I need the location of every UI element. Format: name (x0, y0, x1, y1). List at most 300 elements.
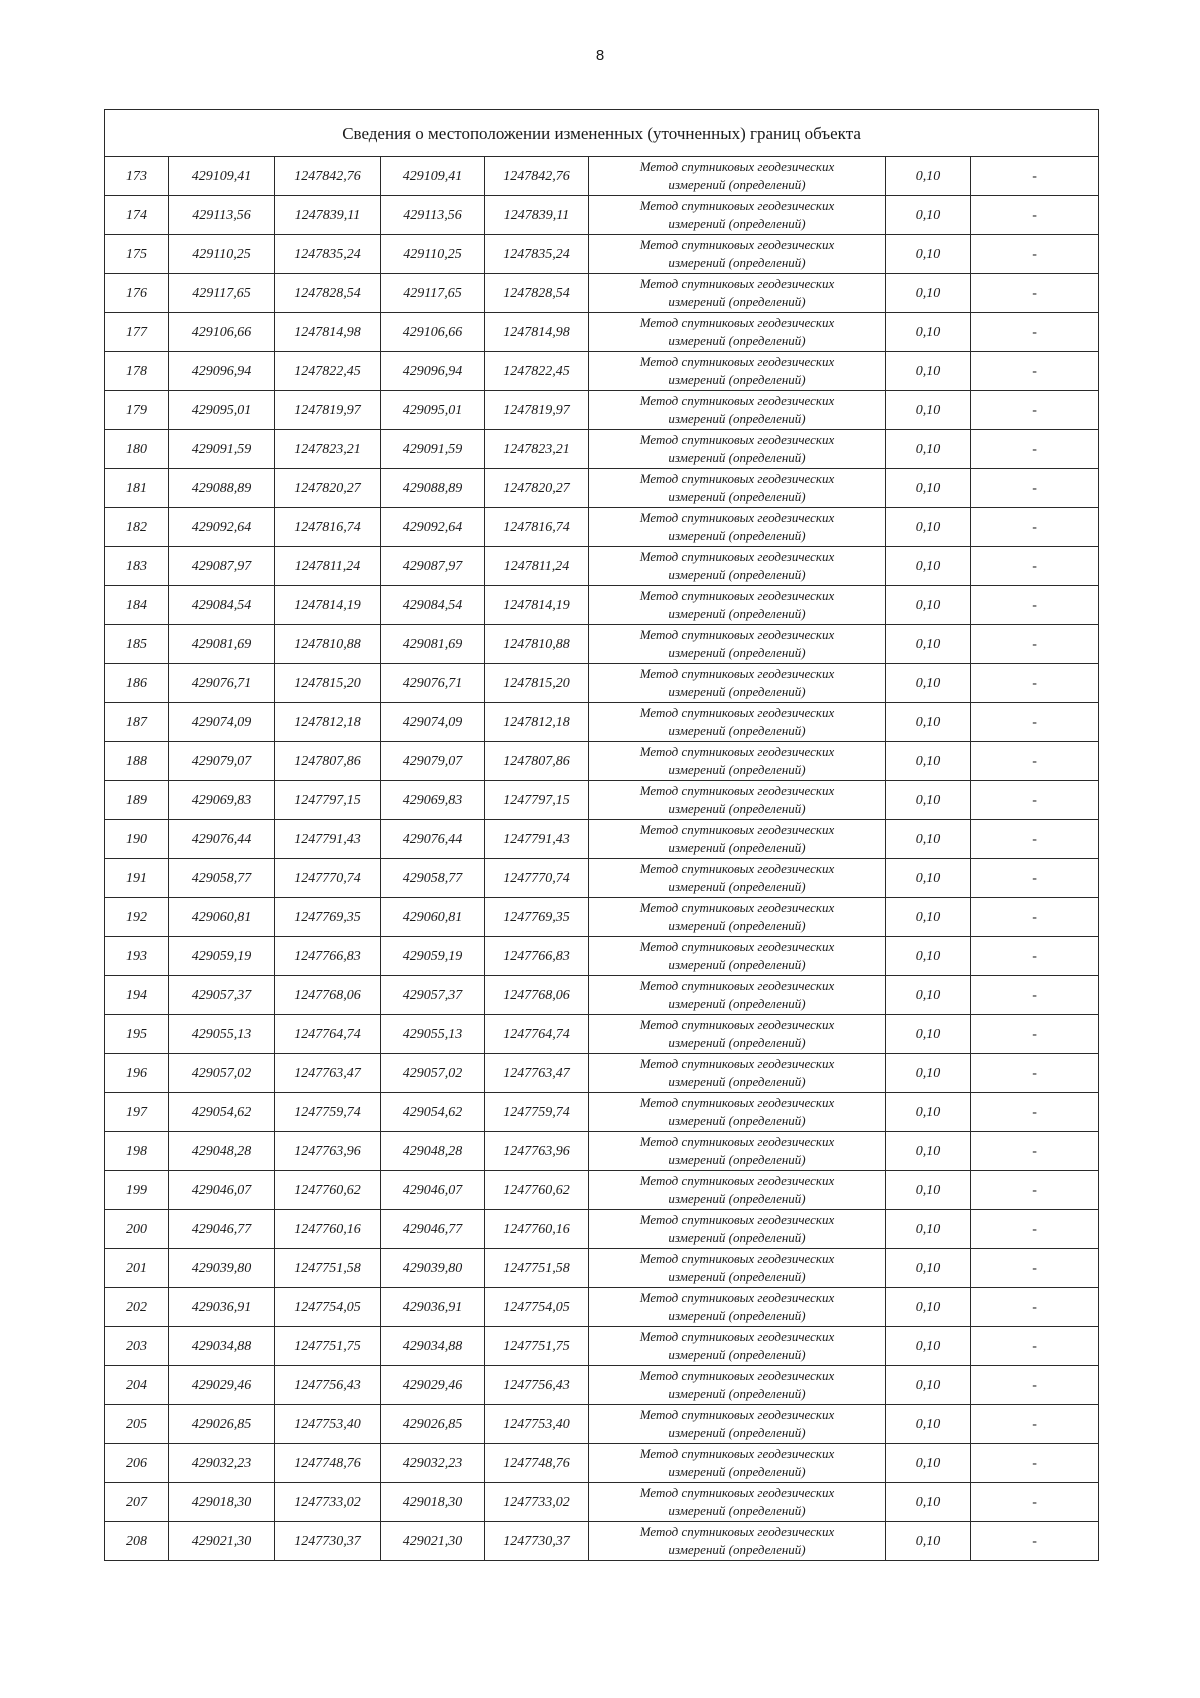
method-line-1: Метод спутниковых геодезических (639, 705, 835, 720)
accuracy-cell: 0,10 (886, 547, 971, 586)
x-existing-cell: 429081,69 (169, 625, 275, 664)
method-line-2: измерений (определений) (668, 216, 806, 231)
x-new-cell: 429034,88 (381, 1327, 485, 1366)
y-new-cell: 1247753,40 (485, 1405, 589, 1444)
y-existing-cell: 1247797,15 (275, 781, 381, 820)
point-number-cell: 181 (105, 469, 169, 508)
method-line-1: Метод спутниковых геодезических (639, 900, 835, 915)
y-existing-cell: 1247814,19 (275, 586, 381, 625)
x-new-cell: 429092,64 (381, 508, 485, 547)
y-new-cell: 1247760,16 (485, 1210, 589, 1249)
y-existing-cell: 1247842,76 (275, 157, 381, 196)
table-row (105, 352, 1099, 391)
description-cell: - (971, 1171, 1099, 1210)
y-existing-cell: 1247763,47 (275, 1054, 381, 1093)
method-cell (589, 1366, 886, 1405)
method-line-1: Метод спутниковых геодезических (639, 1173, 835, 1188)
table-row (105, 274, 1099, 313)
accuracy-cell: 0,10 (886, 196, 971, 235)
point-number-cell: 174 (105, 196, 169, 235)
point-number-cell: 182 (105, 508, 169, 547)
y-existing-cell: 1247819,97 (275, 391, 381, 430)
method-cell (589, 1522, 886, 1561)
y-existing-cell: 1247759,74 (275, 1093, 381, 1132)
point-number-cell: 190 (105, 820, 169, 859)
method-line-1: Метод спутниковых геодезических (639, 1407, 835, 1422)
x-new-cell: 429091,59 (381, 430, 485, 469)
x-new-cell: 429081,69 (381, 625, 485, 664)
y-new-cell: 1247814,98 (485, 313, 589, 352)
method-line-1: Метод спутниковых геодезических (639, 549, 835, 564)
description-cell: - (971, 703, 1099, 742)
x-existing-cell: 429021,30 (169, 1522, 275, 1561)
method-line-2: измерений (определений) (668, 411, 806, 426)
y-existing-cell: 1247748,76 (275, 1444, 381, 1483)
table-row (105, 898, 1099, 937)
x-existing-cell: 429095,01 (169, 391, 275, 430)
x-existing-cell: 429058,77 (169, 859, 275, 898)
y-new-cell: 1247769,35 (485, 898, 589, 937)
method-cell (589, 859, 886, 898)
method-line-1: Метод спутниковых геодезических (639, 1017, 835, 1032)
point-number-cell: 197 (105, 1093, 169, 1132)
point-number-cell: 186 (105, 664, 169, 703)
y-new-cell: 1247791,43 (485, 820, 589, 859)
x-existing-cell: 429079,07 (169, 742, 275, 781)
point-number-cell: 176 (105, 274, 169, 313)
method-cell (589, 352, 886, 391)
boundary-coordinates-table (104, 109, 1099, 1561)
method-cell (589, 781, 886, 820)
method-cell (589, 1015, 886, 1054)
method-line-1: Метод спутниковых геодезических (639, 1368, 835, 1383)
x-existing-cell: 429032,23 (169, 1444, 275, 1483)
x-new-cell: 429088,89 (381, 469, 485, 508)
point-number-cell: 207 (105, 1483, 169, 1522)
y-existing-cell: 1247828,54 (275, 274, 381, 313)
method-cell (589, 391, 886, 430)
table-row (105, 430, 1099, 469)
method-cell (589, 586, 886, 625)
method-line-1: Метод спутниковых геодезических (639, 666, 835, 681)
point-number-cell: 175 (105, 235, 169, 274)
accuracy-cell: 0,10 (886, 859, 971, 898)
table-row (105, 1405, 1099, 1444)
y-new-cell: 1247748,76 (485, 1444, 589, 1483)
x-existing-cell: 429039,80 (169, 1249, 275, 1288)
table-row (105, 469, 1099, 508)
x-new-cell: 429054,62 (381, 1093, 485, 1132)
method-line-2: измерений (определений) (668, 645, 806, 660)
table-row (105, 1366, 1099, 1405)
x-new-cell: 429032,23 (381, 1444, 485, 1483)
method-line-1: Метод спутниковых геодезических (639, 393, 835, 408)
x-existing-cell: 429106,66 (169, 313, 275, 352)
page-number: 8 (595, 47, 605, 64)
description-cell: - (971, 1522, 1099, 1561)
x-new-cell: 429106,66 (381, 313, 485, 352)
x-new-cell: 429026,85 (381, 1405, 485, 1444)
y-new-cell: 1247763,96 (485, 1132, 589, 1171)
y-existing-cell: 1247811,24 (275, 547, 381, 586)
method-cell (589, 742, 886, 781)
y-existing-cell: 1247733,02 (275, 1483, 381, 1522)
y-existing-cell: 1247823,21 (275, 430, 381, 469)
y-existing-cell: 1247754,05 (275, 1288, 381, 1327)
method-line-1: Метод спутниковых геодезических (639, 978, 835, 993)
y-new-cell: 1247751,58 (485, 1249, 589, 1288)
description-cell: - (971, 508, 1099, 547)
y-new-cell: 1247820,27 (485, 469, 589, 508)
point-number-cell: 199 (105, 1171, 169, 1210)
method-line-2: измерений (определений) (668, 333, 806, 348)
method-line-2: измерений (определений) (668, 1074, 806, 1089)
point-number-cell: 178 (105, 352, 169, 391)
y-existing-cell: 1247760,16 (275, 1210, 381, 1249)
y-existing-cell: 1247751,58 (275, 1249, 381, 1288)
method-line-1: Метод спутниковых геодезических (639, 198, 835, 213)
table-row (105, 1054, 1099, 1093)
description-cell: - (971, 664, 1099, 703)
accuracy-cell: 0,10 (886, 1054, 971, 1093)
table-row (105, 1249, 1099, 1288)
y-existing-cell: 1247760,62 (275, 1171, 381, 1210)
description-cell: - (971, 898, 1099, 937)
x-new-cell: 429109,41 (381, 157, 485, 196)
y-existing-cell: 1247839,11 (275, 196, 381, 235)
table-row (105, 1522, 1099, 1561)
description-cell: - (971, 742, 1099, 781)
x-existing-cell: 429088,89 (169, 469, 275, 508)
method-line-2: измерений (определений) (668, 1464, 806, 1479)
table-row (105, 859, 1099, 898)
method-cell (589, 235, 886, 274)
method-cell (589, 547, 886, 586)
method-cell (589, 1483, 886, 1522)
table-row (105, 937, 1099, 976)
method-cell (589, 1054, 886, 1093)
point-number-cell: 191 (105, 859, 169, 898)
method-cell (589, 937, 886, 976)
accuracy-cell: 0,10 (886, 820, 971, 859)
description-cell: - (971, 1132, 1099, 1171)
x-existing-cell: 429110,25 (169, 235, 275, 274)
description-cell: - (971, 352, 1099, 391)
point-number-cell: 195 (105, 1015, 169, 1054)
method-line-1: Метод спутниковых геодезических (639, 1212, 835, 1227)
x-new-cell: 429076,44 (381, 820, 485, 859)
table-title: Сведения о местоположении измененных (уточненных) границ объекта (105, 110, 1099, 157)
method-cell (589, 1093, 886, 1132)
method-line-2: измерений (определений) (668, 1113, 806, 1128)
x-new-cell: 429058,77 (381, 859, 485, 898)
point-number-cell: 203 (105, 1327, 169, 1366)
x-new-cell: 429110,25 (381, 235, 485, 274)
x-existing-cell: 429117,65 (169, 274, 275, 313)
point-number-cell: 187 (105, 703, 169, 742)
x-new-cell: 429039,80 (381, 1249, 485, 1288)
y-new-cell: 1247754,05 (485, 1288, 589, 1327)
method-line-2: измерений (определений) (668, 1503, 806, 1518)
x-existing-cell: 429046,07 (169, 1171, 275, 1210)
method-line-2: измерений (определений) (668, 918, 806, 933)
method-line-2: измерений (определений) (668, 528, 806, 543)
method-line-1: Метод спутниковых геодезических (639, 1446, 835, 1461)
x-existing-cell: 429046,77 (169, 1210, 275, 1249)
x-new-cell: 429057,37 (381, 976, 485, 1015)
y-new-cell: 1247814,19 (485, 586, 589, 625)
accuracy-cell: 0,10 (886, 625, 971, 664)
point-number-cell: 202 (105, 1288, 169, 1327)
x-new-cell: 429079,07 (381, 742, 485, 781)
accuracy-cell: 0,10 (886, 352, 971, 391)
y-new-cell: 1247835,24 (485, 235, 589, 274)
x-new-cell: 429018,30 (381, 1483, 485, 1522)
x-existing-cell: 429055,13 (169, 1015, 275, 1054)
method-line-1: Метод спутниковых геодезических (639, 783, 835, 798)
method-line-1: Метод спутниковых геодезических (639, 588, 835, 603)
method-line-1: Метод спутниковых геодезических (639, 315, 835, 330)
accuracy-cell: 0,10 (886, 1366, 971, 1405)
accuracy-cell: 0,10 (886, 742, 971, 781)
y-existing-cell: 1247816,74 (275, 508, 381, 547)
method-line-1: Метод спутниковых геодезических (639, 1485, 835, 1500)
x-new-cell: 429057,02 (381, 1054, 485, 1093)
method-line-2: измерений (определений) (668, 996, 806, 1011)
point-number-cell: 192 (105, 898, 169, 937)
y-existing-cell: 1247766,83 (275, 937, 381, 976)
accuracy-cell: 0,10 (886, 586, 971, 625)
y-new-cell: 1247763,47 (485, 1054, 589, 1093)
method-line-1: Метод спутниковых геодезических (639, 1056, 835, 1071)
method-line-2: измерений (определений) (668, 762, 806, 777)
accuracy-cell: 0,10 (886, 1327, 971, 1366)
point-number-cell: 196 (105, 1054, 169, 1093)
method-line-1: Метод спутниковых геодезических (639, 627, 835, 642)
point-number-cell: 180 (105, 430, 169, 469)
y-existing-cell: 1247810,88 (275, 625, 381, 664)
table-row (105, 1210, 1099, 1249)
method-cell (589, 1444, 886, 1483)
table-row (105, 820, 1099, 859)
method-cell (589, 469, 886, 508)
method-line-2: измерений (определений) (668, 450, 806, 465)
method-line-2: измерений (определений) (668, 1542, 806, 1557)
x-existing-cell: 429096,94 (169, 352, 275, 391)
y-new-cell: 1247733,02 (485, 1483, 589, 1522)
y-new-cell: 1247842,76 (485, 157, 589, 196)
x-new-cell: 429046,07 (381, 1171, 485, 1210)
accuracy-cell: 0,10 (886, 313, 971, 352)
description-cell: - (971, 196, 1099, 235)
y-existing-cell: 1247764,74 (275, 1015, 381, 1054)
accuracy-cell: 0,10 (886, 1522, 971, 1561)
y-existing-cell: 1247763,96 (275, 1132, 381, 1171)
description-cell: - (971, 1483, 1099, 1522)
table-row (105, 664, 1099, 703)
accuracy-cell: 0,10 (886, 391, 971, 430)
y-existing-cell: 1247814,98 (275, 313, 381, 352)
table-row (105, 703, 1099, 742)
table-row (105, 781, 1099, 820)
description-cell: - (971, 781, 1099, 820)
method-cell (589, 157, 886, 196)
x-new-cell: 429074,09 (381, 703, 485, 742)
method-cell (589, 664, 886, 703)
description-cell: - (971, 1249, 1099, 1288)
y-existing-cell: 1247769,35 (275, 898, 381, 937)
x-new-cell: 429055,13 (381, 1015, 485, 1054)
method-line-2: измерений (определений) (668, 1230, 806, 1245)
x-new-cell: 429117,65 (381, 274, 485, 313)
x-existing-cell: 429092,64 (169, 508, 275, 547)
method-line-1: Метод спутниковых геодезических (639, 276, 835, 291)
table-row (105, 1171, 1099, 1210)
x-new-cell: 429087,97 (381, 547, 485, 586)
y-new-cell: 1247839,11 (485, 196, 589, 235)
description-cell: - (971, 469, 1099, 508)
description-cell: - (971, 157, 1099, 196)
accuracy-cell: 0,10 (886, 1132, 971, 1171)
method-cell (589, 1249, 886, 1288)
description-cell: - (971, 1288, 1099, 1327)
description-cell: - (971, 391, 1099, 430)
y-new-cell: 1247822,45 (485, 352, 589, 391)
method-line-1: Метод спутниковых геодезических (639, 354, 835, 369)
x-existing-cell: 429074,09 (169, 703, 275, 742)
accuracy-cell: 0,10 (886, 274, 971, 313)
description-cell: - (971, 313, 1099, 352)
method-line-2: измерений (определений) (668, 567, 806, 582)
description-cell: - (971, 937, 1099, 976)
method-cell (589, 313, 886, 352)
point-number-cell: 188 (105, 742, 169, 781)
x-existing-cell: 429048,28 (169, 1132, 275, 1171)
method-cell (589, 1327, 886, 1366)
method-line-1: Метод спутниковых геодезических (639, 432, 835, 447)
accuracy-cell: 0,10 (886, 508, 971, 547)
description-cell: - (971, 625, 1099, 664)
table-row (105, 547, 1099, 586)
y-new-cell: 1247768,06 (485, 976, 589, 1015)
accuracy-cell: 0,10 (886, 1288, 971, 1327)
y-existing-cell: 1247730,37 (275, 1522, 381, 1561)
x-new-cell: 429036,91 (381, 1288, 485, 1327)
accuracy-cell: 0,10 (886, 781, 971, 820)
table-row (105, 976, 1099, 1015)
accuracy-cell: 0,10 (886, 1210, 971, 1249)
description-cell: - (971, 1366, 1099, 1405)
x-existing-cell: 429076,44 (169, 820, 275, 859)
x-existing-cell: 429087,97 (169, 547, 275, 586)
method-line-1: Метод спутниковых геодезических (639, 1290, 835, 1305)
x-existing-cell: 429069,83 (169, 781, 275, 820)
description-cell: - (971, 274, 1099, 313)
method-line-2: измерений (определений) (668, 1152, 806, 1167)
method-line-2: измерений (определений) (668, 372, 806, 387)
table-row (105, 1093, 1099, 1132)
description-cell: - (971, 820, 1099, 859)
description-cell: - (971, 235, 1099, 274)
method-cell (589, 703, 886, 742)
point-number-cell: 198 (105, 1132, 169, 1171)
description-cell: - (971, 547, 1099, 586)
method-cell (589, 1405, 886, 1444)
method-line-2: измерений (определений) (668, 1191, 806, 1206)
accuracy-cell: 0,10 (886, 1483, 971, 1522)
method-line-2: измерений (определений) (668, 840, 806, 855)
x-existing-cell: 429060,81 (169, 898, 275, 937)
x-existing-cell: 429057,37 (169, 976, 275, 1015)
method-line-2: измерений (определений) (668, 1269, 806, 1284)
accuracy-cell: 0,10 (886, 157, 971, 196)
x-new-cell: 429084,54 (381, 586, 485, 625)
point-number-cell: 173 (105, 157, 169, 196)
x-new-cell: 429076,71 (381, 664, 485, 703)
x-existing-cell: 429018,30 (169, 1483, 275, 1522)
y-existing-cell: 1247791,43 (275, 820, 381, 859)
x-existing-cell: 429036,91 (169, 1288, 275, 1327)
description-cell: - (971, 976, 1099, 1015)
table-row (105, 586, 1099, 625)
method-line-1: Метод спутниковых геодезических (639, 822, 835, 837)
point-number-cell: 205 (105, 1405, 169, 1444)
y-new-cell: 1247812,18 (485, 703, 589, 742)
table-row (105, 196, 1099, 235)
y-new-cell: 1247828,54 (485, 274, 589, 313)
method-cell (589, 1288, 886, 1327)
method-line-2: измерений (определений) (668, 1425, 806, 1440)
point-number-cell: 200 (105, 1210, 169, 1249)
method-line-1: Метод спутниковых геодезических (639, 744, 835, 759)
x-existing-cell: 429054,62 (169, 1093, 275, 1132)
method-line-2: измерений (определений) (668, 801, 806, 816)
method-line-1: Метод спутниковых геодезических (639, 1329, 835, 1344)
point-number-cell: 189 (105, 781, 169, 820)
x-existing-cell: 429084,54 (169, 586, 275, 625)
method-line-2: измерений (определений) (668, 294, 806, 309)
point-number-cell: 183 (105, 547, 169, 586)
y-existing-cell: 1247756,43 (275, 1366, 381, 1405)
description-cell: - (971, 1327, 1099, 1366)
method-line-2: измерений (определений) (668, 1308, 806, 1323)
method-line-2: измерений (определений) (668, 957, 806, 972)
y-existing-cell: 1247807,86 (275, 742, 381, 781)
x-new-cell: 429095,01 (381, 391, 485, 430)
accuracy-cell: 0,10 (886, 1015, 971, 1054)
table-row (105, 391, 1099, 430)
y-existing-cell: 1247835,24 (275, 235, 381, 274)
method-cell (589, 1210, 886, 1249)
description-cell: - (971, 1093, 1099, 1132)
y-new-cell: 1247811,24 (485, 547, 589, 586)
x-existing-cell: 429026,85 (169, 1405, 275, 1444)
x-existing-cell: 429029,46 (169, 1366, 275, 1405)
accuracy-cell: 0,10 (886, 1171, 971, 1210)
y-existing-cell: 1247768,06 (275, 976, 381, 1015)
y-new-cell: 1247810,88 (485, 625, 589, 664)
description-cell: - (971, 1210, 1099, 1249)
description-cell: - (971, 430, 1099, 469)
y-new-cell: 1247766,83 (485, 937, 589, 976)
y-existing-cell: 1247770,74 (275, 859, 381, 898)
y-new-cell: 1247756,43 (485, 1366, 589, 1405)
method-cell (589, 274, 886, 313)
method-line-2: измерений (определений) (668, 177, 806, 192)
method-cell (589, 508, 886, 547)
method-line-1: Метод спутниковых геодезических (639, 159, 835, 174)
x-existing-cell: 429059,19 (169, 937, 275, 976)
